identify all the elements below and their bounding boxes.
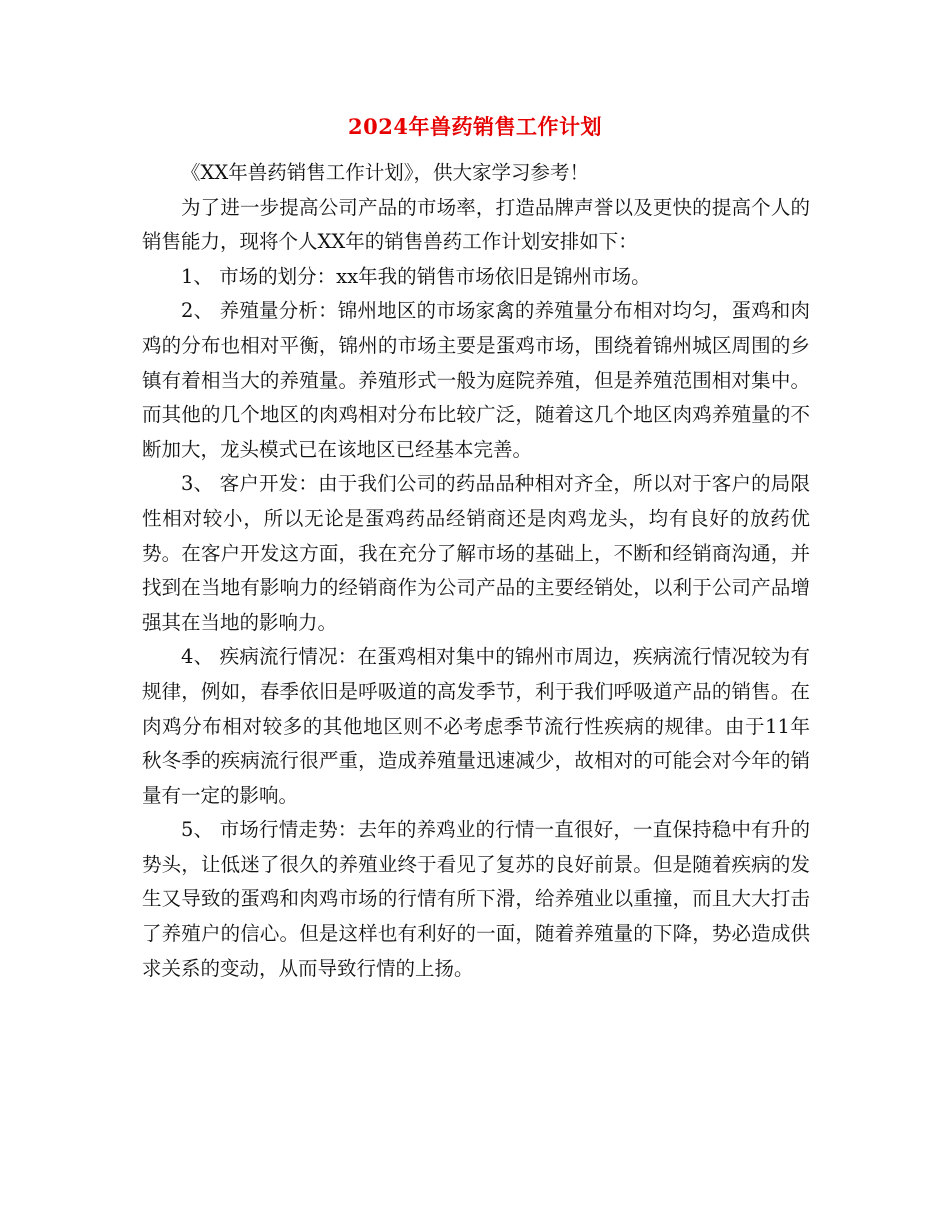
document-body [142, 156, 810, 986]
section-breeding-analysis: 2、 养殖量分析：锦州地区的市场家禽的养殖量分布相对均匀，蛋鸡和肉鸡的分布也相对平衡，锦州的市场主要是蛋鸡市场，围绕着锦州城区周围的乡镇有着相当大的养殖量。养殖形式一般为庭院养殖，但是养殖范围相对集中。而其他的几个地区的肉鸡相对分布比较广泛，随着这几个地区肉鸡养殖量的不断加大，龙头模式已在该地区已经基本完善。 [142, 299, 810, 461]
purpose-paragraph: 为了进一步提高公司产品的市场率，打造品牌声誉以及更快的提高个人的销售能力，现将个人XX年的销售兽药工作计划安排如下： [142, 195, 810, 254]
document-title: 2024年兽药销售工作计划 [348, 114, 602, 139]
section-market-division: 1、 市场的划分：xx年我的销售市场依旧是锦州市场。 [181, 264, 651, 288]
section-disease-situation: 4、 疾病流行情况：在蛋鸡相对集中的锦州市周边，疾病流行情况较为有规律，例如，春季依旧是呼吸道的高发季节，利于我们呼吸道产品的销售。在肉鸡分布相对较多的其他地区则不必考虑季节流行性疾病的规律。由于11年秋冬季的疾病流行很严重，造成养殖量迅速减少，故相对的可能会对今年的销量有一定的影响。 [142, 645, 810, 807]
section-customer-development: 3、 客户开发：由于我们公司的药品品种相对齐全，所以对于客户的局限性相对较小，所以无论是蛋鸡药品经销商还是肉鸡龙头，均有良好的放药优势。在客户开发这方面，我在充分了解市场的基础上，不断和经销商沟通，并找到在当地有影响力的经销商作为公司产品的主要经销处，以利于公司产品增强其在当地的影响力。 [142, 472, 810, 634]
section-market-trend: 5、 市场行情走势：去年的养鸡业的行情一直很好，一直保持稳中有升的势头，让低迷了很久的养殖业终于看见了复苏的良好前景。但是随着疾病的发生又导致的蛋鸡和肉鸡市场的行情有所下滑，给养殖业以重撞，而且大大打击了养殖户的信心。但是这样也有利好的一面，随着养殖量的下降，势必造成供求关系的变动，从而导致行情的上扬。 [142, 818, 810, 980]
intro-paragraph: 《XX年兽药销售工作计划》，供大家学习参考！ [181, 161, 590, 184]
